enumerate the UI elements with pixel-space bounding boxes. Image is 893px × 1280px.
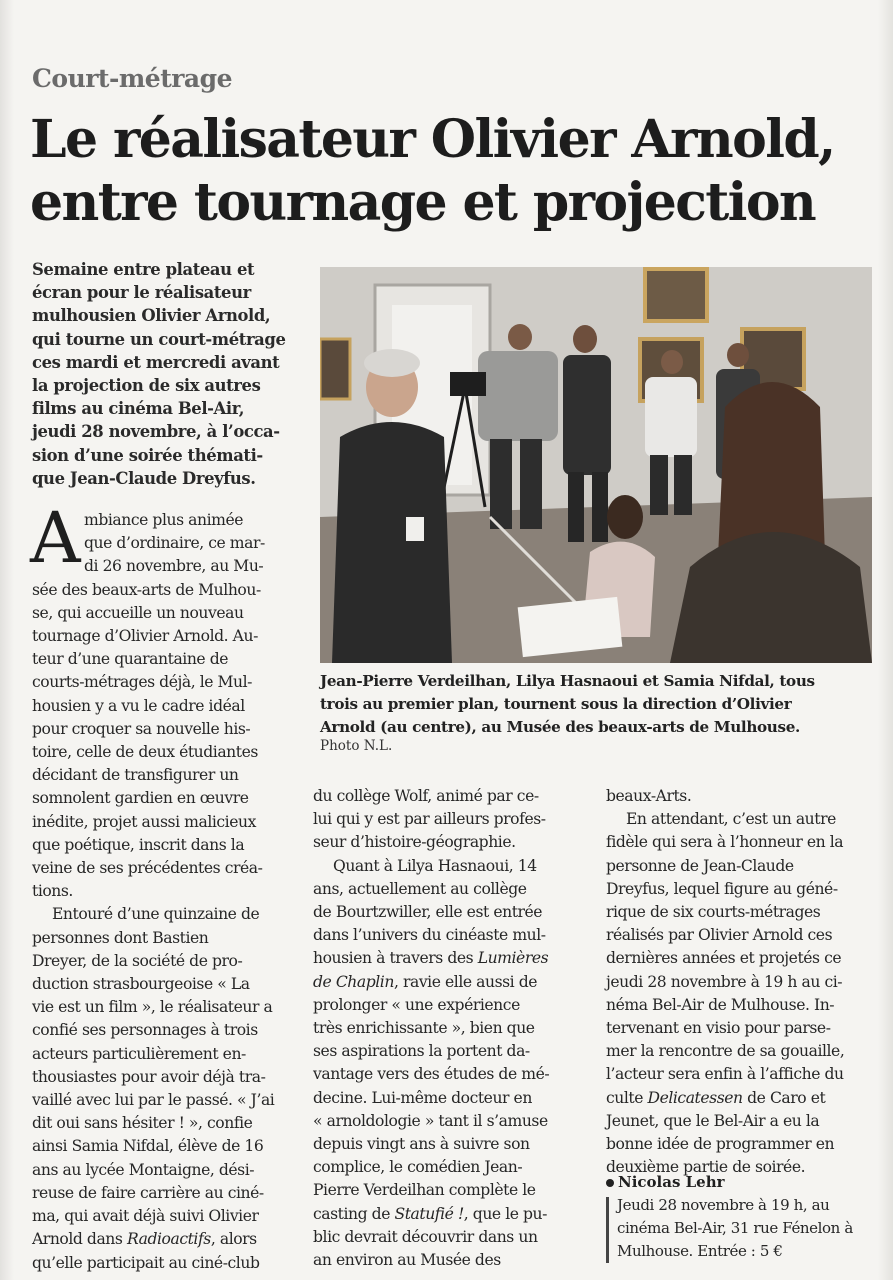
body-line: Pierre Verdeilhan complète le [313, 1181, 536, 1200]
body-line: blic devrait découvrir dans un [313, 1227, 538, 1246]
drop-cap: A [30, 497, 81, 579]
body-line: Dreyer, de la société de pro- [32, 951, 243, 970]
body-line: se, qui accueille un nouveau [32, 603, 244, 622]
body-line: reuse de faire carrière au ciné- [32, 1183, 264, 1202]
body-line: ans au lycée Montaigne, dési- [32, 1160, 255, 1179]
body-line: teur d’une quarantaine de [32, 650, 229, 669]
body-line: decine. Lui-même docteur en [313, 1088, 532, 1107]
body-line: veine de ses précédentes créa- [32, 859, 263, 878]
body-line: duction strasbourgeoise « La [32, 975, 250, 994]
body-line: seur d’histoire-géographie. [313, 833, 516, 852]
body-line: En attendant, c’est un autre [626, 810, 836, 829]
info-line: cinéma Bel-Air, 31 rue Fénelon à [617, 1219, 853, 1238]
lead-line: films au cinéma Bel-Air, [32, 399, 245, 419]
body-line: prolonger « une expérience [313, 995, 520, 1014]
body-line: thousiastes pour avoir déjà tra- [32, 1067, 266, 1086]
caption-line: Arnold (au centre), au Musée des beaux-arts de Mulhouse. [320, 718, 800, 736]
body-fragment: culte [606, 1088, 648, 1107]
body-line: tions. [32, 882, 73, 901]
article-column-2 [313, 785, 585, 1272]
info-rule [606, 1197, 609, 1263]
body-line [313, 971, 585, 994]
lead-line: qui tourne un court-métrage [32, 329, 286, 349]
body-line: deuxième partie de soirée. [606, 1158, 806, 1177]
body-line: sée des beaux-arts de Mulhou- [32, 580, 261, 599]
body-line: de Bourtzwiller, elle est entrée [313, 903, 543, 922]
article-column-1 [32, 509, 294, 1275]
body-line: ans, actuellement au collège [313, 879, 527, 898]
event-info [617, 1194, 877, 1264]
article-column-3 [606, 785, 874, 1179]
film-title: Delicatessen [647, 1088, 743, 1107]
body-line: lui qui y est par ailleurs profes- [313, 810, 546, 829]
author-signature [606, 1173, 725, 1191]
body-line: rique de six courts-métrages [606, 903, 821, 922]
body-line: inédite, projet aussi malicieux [32, 812, 256, 831]
body-fragment: , que le pu- [463, 1204, 547, 1223]
body-line: néma Bel-Air de Mulhouse. In- [606, 995, 835, 1014]
caption-line: trois au premier plan, tournent sous la direction d’Olivier [320, 695, 792, 713]
body-line: di 26 novembre, au Mu- [84, 557, 264, 576]
body-fragment: , ravie elle aussi de [393, 972, 538, 991]
body-line: Quant à Lilya Hasnaoui, 14 [333, 856, 537, 875]
body-line: ainsi Samia Nifdal, élève de 16 [32, 1137, 264, 1156]
body-line: jeudi 28 novembre à 19 h au ci- [606, 972, 843, 991]
lead-line: jeudi 28 novembre, à l’occa- [32, 422, 280, 442]
body-line: ses aspirations la portent da- [313, 1042, 530, 1061]
body-line: Entouré d’une quinzaine de [52, 905, 260, 924]
body-line: complice, le comédien Jean- [313, 1158, 523, 1177]
body-line: du collège Wolf, animé par ce- [313, 787, 539, 805]
film-title: Lumières [477, 949, 549, 968]
body-fragment: , alors [210, 1230, 257, 1249]
bullet-icon [606, 1179, 614, 1187]
article-photo [320, 267, 872, 663]
info-line: Mulhouse. Entrée : 5 € [617, 1242, 783, 1261]
body-line: tournage d’Olivier Arnold. Au- [32, 627, 258, 646]
headline-line: entre tournage et projection [30, 172, 816, 233]
body-line: pour croquer sa nouvelle his- [32, 719, 251, 738]
photo-credit: Photo N.L. [320, 738, 393, 754]
body-line: l’acteur sera enfin à l’affiche du [606, 1065, 844, 1084]
article-lead [32, 258, 304, 490]
lead-line: la projection de six autres [32, 376, 261, 396]
body-line: acteurs particulièrement en- [32, 1044, 246, 1063]
body-line [32, 1228, 294, 1251]
body-line: housien y a vu le cadre idéal [32, 696, 245, 715]
body-line: mer la rencontre de sa gouaille, [606, 1042, 845, 1061]
body-line: Jeunet, que le Bel-Air a eu la [606, 1111, 820, 1130]
body-line: Dreyfus, lequel figure au géné- [606, 879, 838, 898]
body-line: vantage vers des études de mé- [313, 1065, 550, 1084]
body-line: vie est un film », le réalisateur a [32, 998, 273, 1017]
body-line: toire, celle de deux étudiantes [32, 743, 258, 762]
body-line: depuis vingt ans à suivre son [313, 1135, 530, 1154]
lead-line: que Jean-Claude Dreyfus. [32, 468, 256, 488]
body-fragment: Arnold dans [32, 1230, 127, 1249]
body-line: tervenant en visio pour parse- [606, 1019, 831, 1038]
body-line: personne de Jean-Claude [606, 856, 794, 875]
photo-caption [320, 670, 880, 739]
body-line: somnolent gardien en œuvre [32, 789, 249, 808]
body-line [313, 1203, 585, 1226]
body-line: « arnoldologie » tant il s’amuse [313, 1111, 548, 1130]
body-line: dans l’univers du cinéaste mul- [313, 926, 546, 945]
body-line [313, 947, 585, 970]
body-line: que poétique, inscrit dans la [32, 835, 245, 854]
body-line [606, 1087, 874, 1110]
body-line: réalisés par Olivier Arnold ces [606, 926, 833, 945]
body-fragment: housien à travers des [313, 949, 478, 968]
body-line: beaux-Arts. [606, 787, 692, 805]
lead-line: sion d’une soirée thémati- [32, 445, 263, 465]
author-name: Nicolas Lehr [618, 1173, 725, 1191]
body-line: bonne idée de programmer en [606, 1135, 835, 1154]
caption-line: Jean-Pierre Verdeilhan, Lilya Hasnaoui et Samia Nifdal, tous [320, 672, 815, 690]
article-headline [30, 108, 870, 234]
lead-line: Semaine entre plateau et [32, 260, 255, 279]
body-line: personnes dont Bastien [32, 928, 209, 947]
section-rubric: Court-métrage [32, 64, 233, 93]
body-line: que d’ordinaire, ce mar- [84, 534, 265, 553]
body-line: décidant de transfigurer un [32, 766, 239, 785]
film-title: Radioactifs [126, 1230, 211, 1249]
body-line: qu’elle participait au ciné-club [32, 1253, 260, 1272]
film-title: de Chaplin [313, 972, 394, 991]
body-line: vaillé avec lui par le passé. « J’ai [32, 1091, 275, 1110]
body-line: an environ au Musée des [313, 1251, 501, 1270]
body-line: fidèle qui sera à l’honneur en la [606, 833, 844, 852]
film-title: Statufié ! [394, 1204, 464, 1223]
body-line: mbiance plus animée [84, 511, 244, 529]
body-line: courts-métrages déjà, le Mul- [32, 673, 253, 692]
info-line: Jeudi 28 novembre à 19 h, au [617, 1196, 830, 1214]
body-line: confié ses personnages à trois [32, 1021, 258, 1040]
lead-line: mulhousien Olivier Arnold, [32, 306, 271, 326]
lead-line: écran pour le réalisateur [32, 283, 251, 303]
body-line: très enrichissante », bien que [313, 1019, 535, 1038]
body-fragment: casting de [313, 1204, 395, 1223]
body-line: dernières années et projetés ce [606, 949, 842, 968]
body-line: ma, qui avait déjà suivi Olivier [32, 1207, 259, 1226]
body-fragment: de Caro et [742, 1088, 826, 1107]
lead-line: ces mardi et mercredi avant [32, 352, 280, 372]
headline-line: Le réalisateur Olivier Arnold, [30, 109, 835, 170]
body-line: dit oui sans hésiter ! », confie [32, 1114, 253, 1133]
